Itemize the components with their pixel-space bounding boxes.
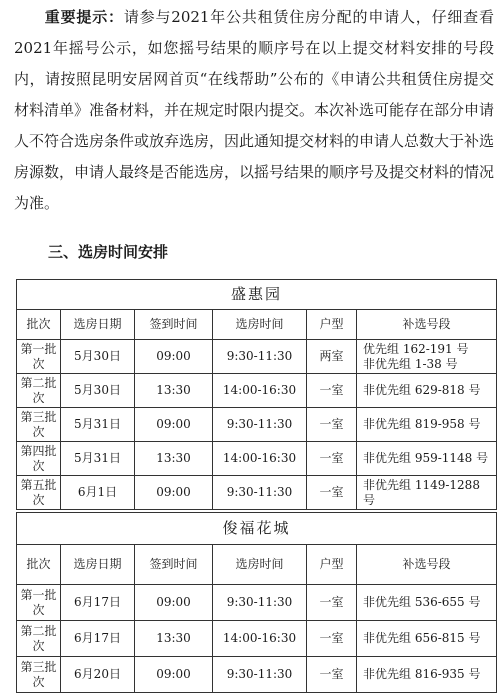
cell-time: 9:30-11:30: [213, 408, 307, 442]
cell-codes: 非优先组 656-815 号: [357, 621, 497, 657]
cell-type: 一室: [307, 442, 357, 476]
cell-checkin: 09:00: [135, 340, 213, 374]
cell-time: 9:30-11:30: [213, 340, 307, 374]
cell-time: 14:00-16:30: [213, 442, 307, 476]
cell-batch: 第一批次: [17, 340, 61, 374]
header-time: 选房时间: [213, 310, 307, 340]
cell-date: 6月1日: [61, 476, 135, 510]
table-row: [17, 340, 497, 374]
cell-batch: 第一批次: [17, 585, 61, 621]
table-row: [17, 476, 497, 510]
cell-codes: 非优先组 629-818 号: [357, 374, 497, 408]
cell-checkin: 09:00: [135, 585, 213, 621]
cell-type: 一室: [307, 657, 357, 693]
table-row: [17, 408, 497, 442]
cell-codes: 非优先组 1149-1288 号: [357, 476, 497, 510]
schedule-table-junfuhuacheng: [16, 512, 497, 693]
cell-batch: 第五批次: [17, 476, 61, 510]
cell-time: 9:30-11:30: [213, 476, 307, 510]
cell-checkin: 09:00: [135, 408, 213, 442]
header-date: 选房日期: [61, 545, 135, 585]
cell-batch: 第三批次: [17, 408, 61, 442]
cell-codes: 优先组 162-191 号 非优先组 1-38 号: [357, 340, 497, 374]
cell-codes: 非优先组 959-1148 号: [357, 442, 497, 476]
cell-batch: 第三批次: [17, 657, 61, 693]
cell-date: 5月30日: [61, 340, 135, 374]
cell-codes: 非优先组 819-958 号: [357, 408, 497, 442]
cell-time: 9:30-11:30: [213, 585, 307, 621]
cell-type: 一室: [307, 374, 357, 408]
cell-type: 一室: [307, 408, 357, 442]
cell-checkin: 13:30: [135, 621, 213, 657]
cell-checkin: 09:00: [135, 657, 213, 693]
cell-time: 14:00-16:30: [213, 374, 307, 408]
cell-codes: 非优先组 536-655 号: [357, 585, 497, 621]
cell-type: 一室: [307, 585, 357, 621]
cell-date: 5月31日: [61, 442, 135, 476]
cell-checkin: 13:30: [135, 374, 213, 408]
notice-body: 请参与2021年公共租赁住房分配的申请人，仔细查看2021年摇号公示，如您摇号结果的顺序号在以上提交材料安排的号段内，请按照昆明安居网首页“在线帮助”公布的《申请公共租赁住房提交材料清单》准备材料，并在规定时限内提交。本次补选可能存在部分申请人不符合选房条件或放弃选房，因此通知提交材料的申请人总数大于补选房源数，申请人最终是否能选房，以摇号结果的顺序号及提交材料的情况为准。: [14, 8, 495, 212]
cell-type: 一室: [307, 621, 357, 657]
schedule-table-shenghuiyuan: [16, 279, 497, 510]
table-row: [17, 442, 497, 476]
cell-type: 一室: [307, 476, 357, 510]
notice-paragraph: [14, 2, 494, 219]
cell-batch: 第二批次: [17, 374, 61, 408]
table-title: 盛惠园: [17, 280, 497, 310]
cell-time: 9:30-11:30: [213, 657, 307, 693]
cell-date: 6月17日: [61, 621, 135, 657]
cell-time: 14:00-16:30: [213, 621, 307, 657]
header-codes: 补选号段: [357, 545, 497, 585]
table-row: [17, 374, 497, 408]
cell-date: 6月20日: [61, 657, 135, 693]
cell-date: 6月17日: [61, 585, 135, 621]
cell-date: 5月30日: [61, 374, 135, 408]
header-checkin: 签到时间: [135, 545, 213, 585]
cell-checkin: 09:00: [135, 476, 213, 510]
header-checkin: 签到时间: [135, 310, 213, 340]
cell-batch: 第二批次: [17, 621, 61, 657]
table-title: 俊福花城: [17, 513, 497, 545]
header-codes: 补选号段: [357, 310, 497, 340]
cell-codes: 非优先组 816-935 号: [357, 657, 497, 693]
cell-type: 两室: [307, 340, 357, 374]
header-date: 选房日期: [61, 310, 135, 340]
table-row: [17, 585, 497, 621]
table-row: [17, 621, 497, 657]
header-batch: 批次: [17, 310, 61, 340]
section-title: 三、选房时间安排: [48, 243, 169, 261]
cell-checkin: 13:30: [135, 442, 213, 476]
notice-label: 重要提示：: [44, 8, 124, 26]
header-batch: 批次: [17, 545, 61, 585]
table-row: [17, 657, 497, 693]
cell-date: 5月31日: [61, 408, 135, 442]
header-type: 户型: [307, 310, 357, 340]
cell-batch: 第四批次: [17, 442, 61, 476]
header-type: 户型: [307, 545, 357, 585]
header-time: 选房时间: [213, 545, 307, 585]
